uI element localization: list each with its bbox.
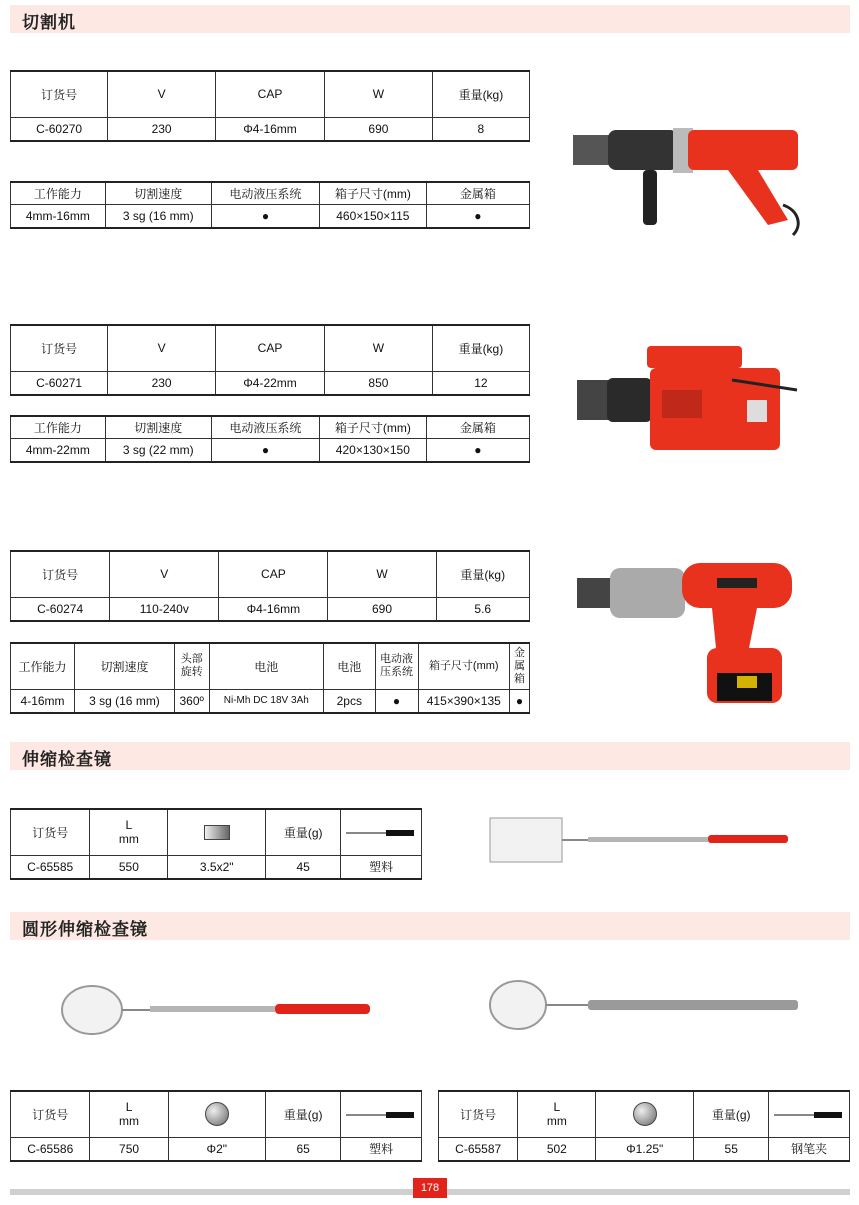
spec-table-c65587 (438, 1090, 850, 1162)
header-order-no: 订货号 (11, 325, 108, 371)
cell-voltage: 230 (108, 371, 216, 395)
cell-capacity-range: 4-16mm (11, 689, 75, 713)
cell-metal-box: ● (509, 689, 529, 713)
round-mirror-photo-2 (488, 975, 803, 1035)
cell-handle: 钢笔夹 (769, 1137, 850, 1161)
header-hydraulic: 电动液压系统 (375, 643, 418, 689)
header-mirror-size (168, 809, 266, 855)
spec-table-c60271-extra (10, 415, 530, 463)
cell-metal-box: ● (426, 204, 529, 228)
cell-hydraulic: ● (211, 438, 319, 462)
cell-length: 750 (90, 1137, 168, 1161)
round-mirror-icon (633, 1102, 657, 1126)
header-length-unit: mm (119, 1114, 140, 1129)
cell-order-no: C-60271 (11, 371, 108, 395)
cell-cut-speed: 3 sg (16 mm) (75, 689, 175, 713)
header-watt: W (325, 325, 433, 371)
header-capacity: CAP (219, 551, 328, 597)
rectangle-mirror-icon (204, 825, 230, 840)
header-order-no: 订货号 (11, 809, 90, 855)
header-length (90, 1091, 168, 1137)
header-capacity: CAP (215, 325, 324, 371)
header-weight: 重量(kg) (432, 71, 529, 117)
header-mirror-size (596, 1091, 694, 1137)
cell-voltage: 110-240v (110, 597, 219, 621)
cell-head-rotation: 360º (174, 689, 209, 713)
header-battery-count: 电池 (324, 643, 375, 689)
cell-box-size: 460×150×115 (320, 204, 427, 228)
cell-order-no: C-60270 (11, 117, 108, 141)
section-title: 伸缩检查镜 (22, 750, 112, 769)
header-watt: W (328, 551, 436, 597)
header-metal-box: 金属箱 (426, 416, 529, 438)
cell-battery: Ni-Mh DC 18V 3Ah (209, 689, 324, 713)
round-mirror-photo-1 (60, 980, 375, 1040)
section-header-telescopic-mirror (10, 742, 850, 770)
header-metal-box: 金属箱 (426, 182, 529, 204)
cell-mirror-size: 3.5x2" (168, 855, 266, 879)
header-order-no: 订货号 (11, 1091, 90, 1137)
header-weight: 重量(kg) (432, 325, 529, 371)
cell-weight: 65 (265, 1137, 340, 1161)
cell-weight: 12 (432, 371, 529, 395)
header-cut-speed: 切割速度 (105, 182, 211, 204)
header-handle (341, 1091, 422, 1137)
header-capacity-range: 工作能力 (11, 416, 106, 438)
cell-handle: 塑料 (341, 1137, 422, 1161)
header-handle (341, 809, 422, 855)
cell-capacity: Φ4-22mm (215, 371, 324, 395)
page-number: 178 (413, 1178, 447, 1198)
header-length (518, 1091, 596, 1137)
section-title: 圆形伸缩检查镜 (22, 920, 148, 939)
section-header-round-telescopic-mirror (10, 912, 850, 940)
cell-order-no: C-60274 (11, 597, 110, 621)
spec-table-c60270-extra (10, 181, 530, 229)
section-title: 切割机 (22, 13, 76, 32)
spec-table-c60271 (10, 324, 530, 396)
header-weight: 重量(g) (266, 809, 341, 855)
pen-clip-handle-icon (774, 1112, 844, 1118)
cell-weight: 8 (432, 117, 529, 141)
header-head-rotation: 头部旋转 (174, 643, 209, 689)
cell-battery-count: 2pcs (324, 689, 375, 713)
cell-length: 502 (518, 1137, 596, 1161)
header-watt: W (325, 71, 433, 117)
header-hydraulic: 电动液压系统 (211, 182, 319, 204)
cell-order-no: C-65585 (11, 855, 90, 879)
header-mirror-size (168, 1091, 265, 1137)
cordless-rebar-cutter-photo (572, 548, 802, 713)
header-cut-speed: 切割速度 (105, 416, 211, 438)
header-weight: 重量(kg) (436, 551, 529, 597)
cell-length: 550 (90, 855, 168, 879)
header-order-no: 订货号 (11, 551, 110, 597)
cell-handle: 塑料 (341, 855, 422, 879)
header-capacity-range: 工作能力 (11, 182, 106, 204)
header-handle (769, 1091, 850, 1137)
header-voltage: V (108, 325, 216, 371)
cell-capacity-range: 4mm-16mm (11, 204, 106, 228)
header-capacity-range: 工作能力 (11, 643, 75, 689)
rebar-cutter-photo-2 (572, 340, 802, 460)
header-box-size: 箱子尺寸(mm) (418, 643, 509, 689)
header-length (90, 809, 168, 855)
spec-table-c65585 (10, 808, 422, 880)
rebar-cutter-photo-1 (568, 100, 808, 240)
cell-capacity-range: 4mm-22mm (11, 438, 106, 462)
cell-weight: 55 (694, 1137, 769, 1161)
header-box-size: 箱子尺寸(mm) (320, 416, 427, 438)
handle-icon (346, 1112, 416, 1118)
cell-cut-speed: 3 sg (22 mm) (105, 438, 211, 462)
cell-capacity: Φ4-16mm (215, 117, 324, 141)
cell-box-size: 420×130×150 (320, 438, 427, 462)
header-order-no: 订货号 (11, 71, 108, 117)
header-order-no: 订货号 (439, 1091, 518, 1137)
round-mirror-icon (205, 1102, 229, 1126)
header-box-size: 箱子尺寸(mm) (320, 182, 427, 204)
header-length-unit: mm (118, 832, 139, 847)
header-cut-speed: 切割速度 (75, 643, 175, 689)
header-length-label: L (125, 818, 133, 833)
cell-watt: 690 (328, 597, 436, 621)
cell-metal-box: ● (426, 438, 529, 462)
header-voltage: V (108, 71, 216, 117)
cell-watt: 690 (325, 117, 433, 141)
cell-mirror-size: Φ1.25" (596, 1137, 694, 1161)
spec-table-c60274-extra (10, 642, 530, 714)
header-battery: 电池 (209, 643, 324, 689)
cell-weight: 5.6 (436, 597, 529, 621)
spec-table-c65586 (10, 1090, 422, 1162)
header-metal-box: 金属箱 (509, 643, 529, 689)
cell-box-size: 415×390×135 (418, 689, 509, 713)
cell-capacity: Φ4-16mm (219, 597, 328, 621)
cell-watt: 850 (325, 371, 433, 395)
header-capacity: CAP (215, 71, 324, 117)
cell-weight: 45 (266, 855, 341, 879)
header-voltage: V (110, 551, 219, 597)
rectangular-mirror-photo (488, 812, 793, 867)
cell-hydraulic: ● (375, 689, 418, 713)
cell-hydraulic: ● (211, 204, 319, 228)
cell-mirror-size: Φ2" (168, 1137, 265, 1161)
header-hydraulic: 电动液压系统 (211, 416, 319, 438)
spec-table-c60274 (10, 550, 530, 622)
header-weight: 重量(g) (265, 1091, 340, 1137)
section-header-cutter (10, 5, 850, 33)
header-weight: 重量(g) (694, 1091, 769, 1137)
cell-order-no: C-65586 (11, 1137, 90, 1161)
header-length-label: L (553, 1100, 561, 1115)
header-length-label: L (125, 1100, 133, 1115)
cell-cut-speed: 3 sg (16 mm) (105, 204, 211, 228)
cell-voltage: 230 (108, 117, 216, 141)
header-length-unit: mm (546, 1114, 567, 1129)
spec-table-c60270 (10, 70, 530, 142)
cell-order-no: C-65587 (439, 1137, 518, 1161)
handle-icon (346, 830, 416, 836)
